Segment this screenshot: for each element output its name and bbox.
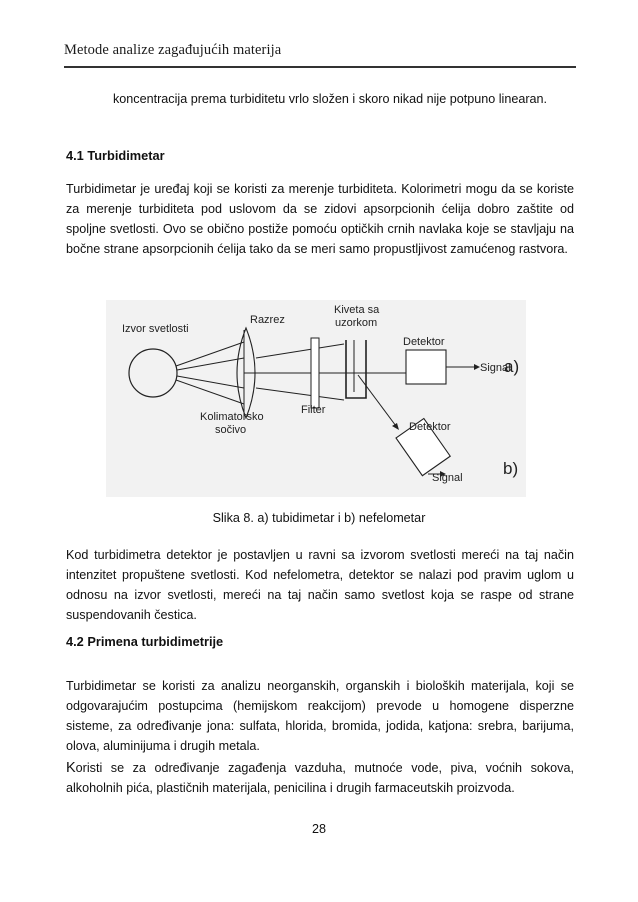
- label-filter: Filter: [301, 404, 326, 416]
- label-lens-2: sočivo: [215, 424, 247, 436]
- running-header-title: Metode analize zagađujućih materija: [64, 42, 282, 58]
- figure-caption: Slika 8. a) tubidimetar i b) nefelometar: [212, 511, 426, 525]
- page-number: 28: [311, 822, 326, 836]
- header-divider: [64, 66, 576, 68]
- section-4-2-paragraph-1: Turbidimetar se koristi za analizu neorganskih, organskih i bioloških materijala, koji se odgovarajućim postupcima (hemijskom reakcijom) prevode u homogene disperzne sisteme, za određivanje jona: sulfata, hlorida, bromida, jodida, katjona: srebra, barijuma, olova, aluminijuma i drugih metala.: [66, 679, 574, 753]
- label-detector-a: Detektor: [403, 336, 445, 348]
- label-source: Izvor svetlosti: [122, 323, 189, 335]
- intro-continuation: koncentracija prema turbiditetu vrlo složen i skoro nikad nije potpuno linearan.: [113, 92, 548, 106]
- label-tag-a: a): [504, 357, 520, 376]
- section-heading-4-2: 4.2 Primena turbidimetrije: [66, 634, 224, 649]
- detector-a-box: [406, 350, 446, 384]
- label-cuvette-1: Kiveta sa: [334, 304, 380, 316]
- label-lens-1: Kolimatorsko: [200, 411, 264, 423]
- label-cuvette-2: uzorkom: [335, 317, 378, 329]
- section-heading-4-1: 4.1 Turbidimetar: [66, 148, 165, 163]
- turbidimeter-diagram: [106, 300, 526, 497]
- label-slit: Razrez: [250, 314, 285, 326]
- section-4-2-paragraph-2: [66, 758, 574, 798]
- paragraph-after-figure: Kod turbidimetra detektor je postavljen u ravni sa izvorom svetlosti mereći na taj način intenzitet propuštene svetlosti. Kod nefelometra, detektor se nalazi pod pravim uglom u odnosu na izvor svetlosti, mereći na taj način samo svetlost koja se raspe od strane suspendovanih čestica.: [66, 548, 574, 622]
- label-signal-b: Signal: [432, 472, 463, 484]
- section-4-1-paragraph: Turbidimetar je uređaj koji se koristi za merenje turbiditeta. Kolorimetri mogu da se koriste za merenje turbiditeta pod uslovom da se zidovi apsorpcionih ćelija dobro zaštite od spoljne svetlosti. Ovo se obično postiže pomoću optičkih crnih navlaka koje se stavljaju na bočne strane apsorpcionih ćelija tako da se meri samo propustljivost zamućenog rastvora.: [66, 182, 574, 256]
- paragraph-2-text: oristi se za određivanje zagađenja vazduha, mutnoće vode, piva, voćnih sokova, alkoholnih pića, plastičnih materijala, penicilina i drugih farmaceutskih proizvoda.: [66, 761, 574, 795]
- filter-shape: [311, 338, 319, 408]
- label-tag-b: b): [503, 459, 519, 478]
- drop-letter: K: [66, 760, 76, 776]
- label-signal-a: Signal: [480, 362, 511, 374]
- label-detector-b: Detektor: [409, 421, 451, 433]
- turbidimeter-figure: [106, 300, 526, 497]
